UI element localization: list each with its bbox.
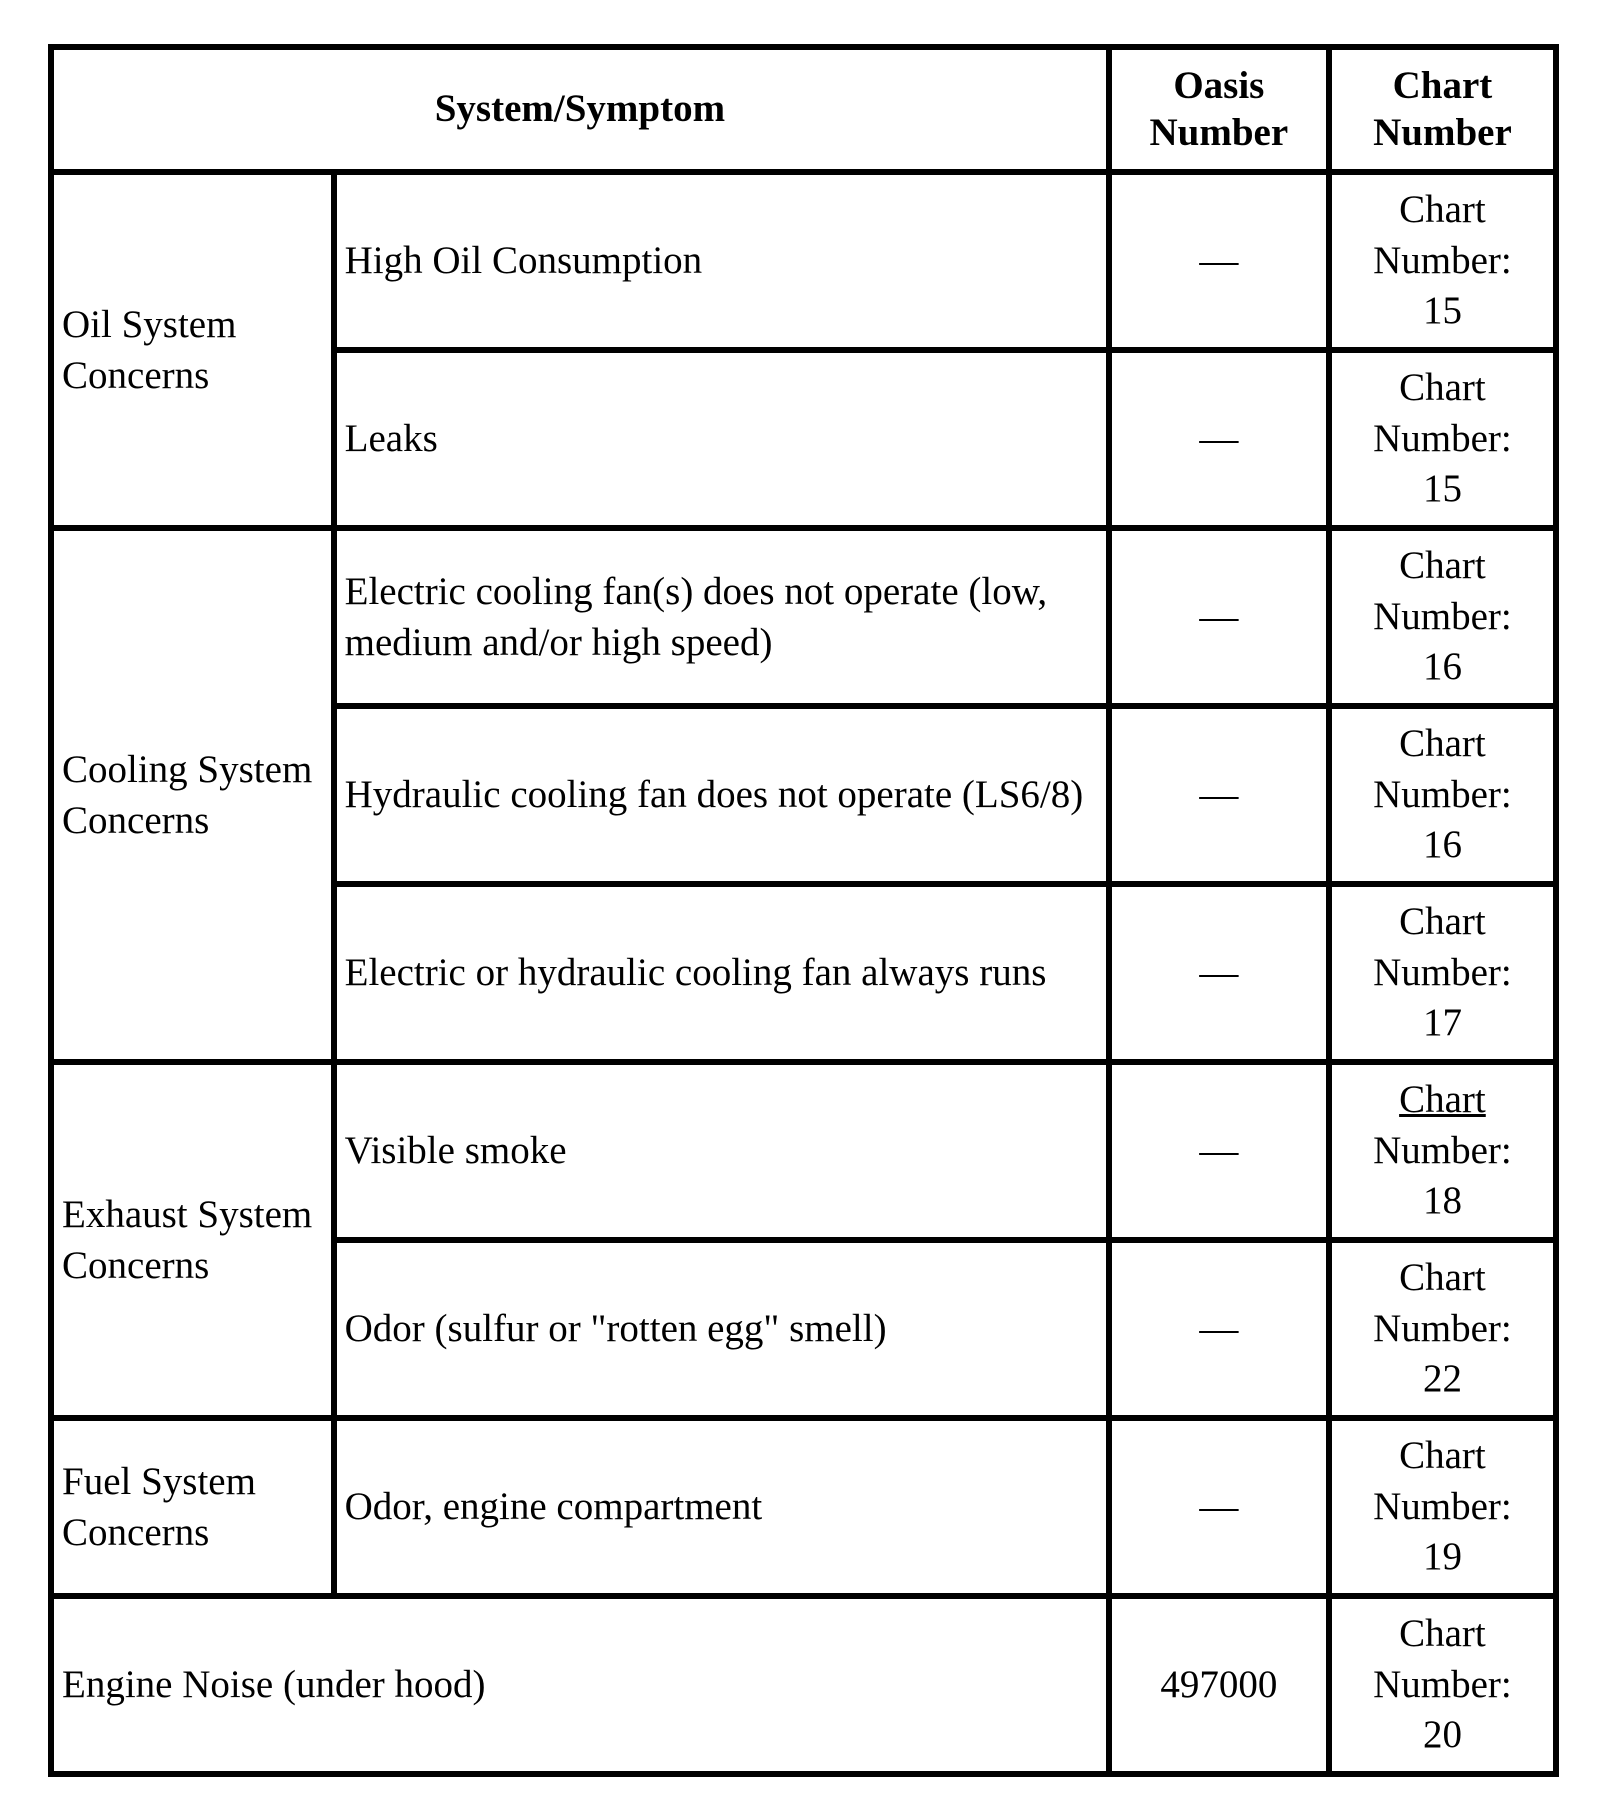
- number-label: Number:: [1373, 1662, 1512, 1706]
- chart-number-value: 16: [1422, 645, 1462, 689]
- chart-cell[interactable]: [1329, 1240, 1556, 1418]
- symptom-cell: Electric or hydraulic cooling fan always runs: [334, 884, 1109, 1062]
- chart-link-label[interactable]: Chart: [1399, 187, 1486, 231]
- oasis-cell: —: [1109, 350, 1329, 528]
- header-row: [51, 47, 1556, 172]
- system-exhaust: Exhaust System Concerns: [51, 1062, 334, 1418]
- table-row: [51, 1596, 1556, 1774]
- oasis-cell: —: [1109, 884, 1329, 1062]
- number-label: Number:: [1373, 594, 1512, 638]
- header-oasis-number: Oasis Number: [1109, 47, 1329, 172]
- number-label: Number:: [1373, 416, 1512, 460]
- chart-number-value: 18: [1422, 1179, 1462, 1223]
- chart-cell[interactable]: [1329, 350, 1556, 528]
- system-cooling: Cooling System Concerns: [51, 528, 334, 1062]
- chart-cell[interactable]: [1329, 884, 1556, 1062]
- oasis-cell: —: [1109, 1062, 1329, 1240]
- symptom-cell: High Oil Consumption: [334, 172, 1109, 350]
- table-row: [51, 172, 1556, 350]
- number-label: Number:: [1373, 238, 1512, 282]
- header-chart-number: Chart Number: [1329, 47, 1556, 172]
- symptom-cell: Hydraulic cooling fan does not operate (LS6/8): [334, 706, 1109, 884]
- number-label: Number:: [1373, 1306, 1512, 1350]
- symptom-cell: Odor (sulfur or "rotten egg" smell): [334, 1240, 1109, 1418]
- symptom-cell: Electric cooling fan(s) does not operate (low, medium and/or high speed): [334, 528, 1109, 706]
- table-row: [51, 1418, 1556, 1596]
- oasis-cell: —: [1109, 706, 1329, 884]
- chart-number-value: 19: [1422, 1535, 1462, 1579]
- chart-cell[interactable]: [1329, 172, 1556, 350]
- oasis-cell: —: [1109, 1418, 1329, 1596]
- chart-cell[interactable]: [1329, 706, 1556, 884]
- header-system-symptom: System/Symptom: [51, 47, 1109, 172]
- chart-link-label[interactable]: Chart: [1399, 543, 1486, 587]
- number-label: Number:: [1373, 1484, 1512, 1528]
- symptom-engine-noise: Engine Noise (under hood): [51, 1596, 1109, 1774]
- symptom-cell: Leaks: [334, 350, 1109, 528]
- chart-number-value: 15: [1422, 467, 1462, 511]
- symptom-table: [48, 44, 1559, 1777]
- chart-number-value: 22: [1422, 1357, 1462, 1401]
- oasis-cell: —: [1109, 528, 1329, 706]
- number-label: Number:: [1373, 950, 1512, 994]
- chart-link-label[interactable]: Chart: [1399, 1611, 1486, 1655]
- system-oil: Oil System Concerns: [51, 172, 334, 528]
- oasis-cell: —: [1109, 172, 1329, 350]
- chart-link-label[interactable]: Chart: [1399, 1433, 1486, 1477]
- chart-number-value: 20: [1422, 1713, 1462, 1757]
- chart-link-label[interactable]: Chart: [1399, 365, 1486, 409]
- chart-cell[interactable]: [1329, 1418, 1556, 1596]
- chart-cell[interactable]: [1329, 1062, 1556, 1240]
- system-fuel: Fuel System Concerns: [51, 1418, 334, 1596]
- table-row: [51, 1062, 1556, 1240]
- chart-number-value: 16: [1422, 823, 1462, 867]
- chart-cell[interactable]: [1329, 528, 1556, 706]
- oasis-cell: —: [1109, 1240, 1329, 1418]
- table-row: [51, 528, 1556, 706]
- number-label: Number:: [1373, 772, 1512, 816]
- chart-number-value: 17: [1422, 1001, 1462, 1045]
- symptom-cell: Odor, engine compartment: [334, 1418, 1109, 1596]
- chart-link-label[interactable]: Chart: [1399, 1077, 1486, 1121]
- chart-link-label[interactable]: Chart: [1399, 1255, 1486, 1299]
- number-label: Number:: [1373, 1128, 1512, 1172]
- chart-link-label[interactable]: Chart: [1399, 721, 1486, 765]
- chart-cell[interactable]: [1329, 1596, 1556, 1774]
- oasis-cell: 497000: [1109, 1596, 1329, 1774]
- chart-number-value: 15: [1422, 289, 1462, 333]
- chart-link-label[interactable]: Chart: [1399, 899, 1486, 943]
- symptom-cell: Visible smoke: [334, 1062, 1109, 1240]
